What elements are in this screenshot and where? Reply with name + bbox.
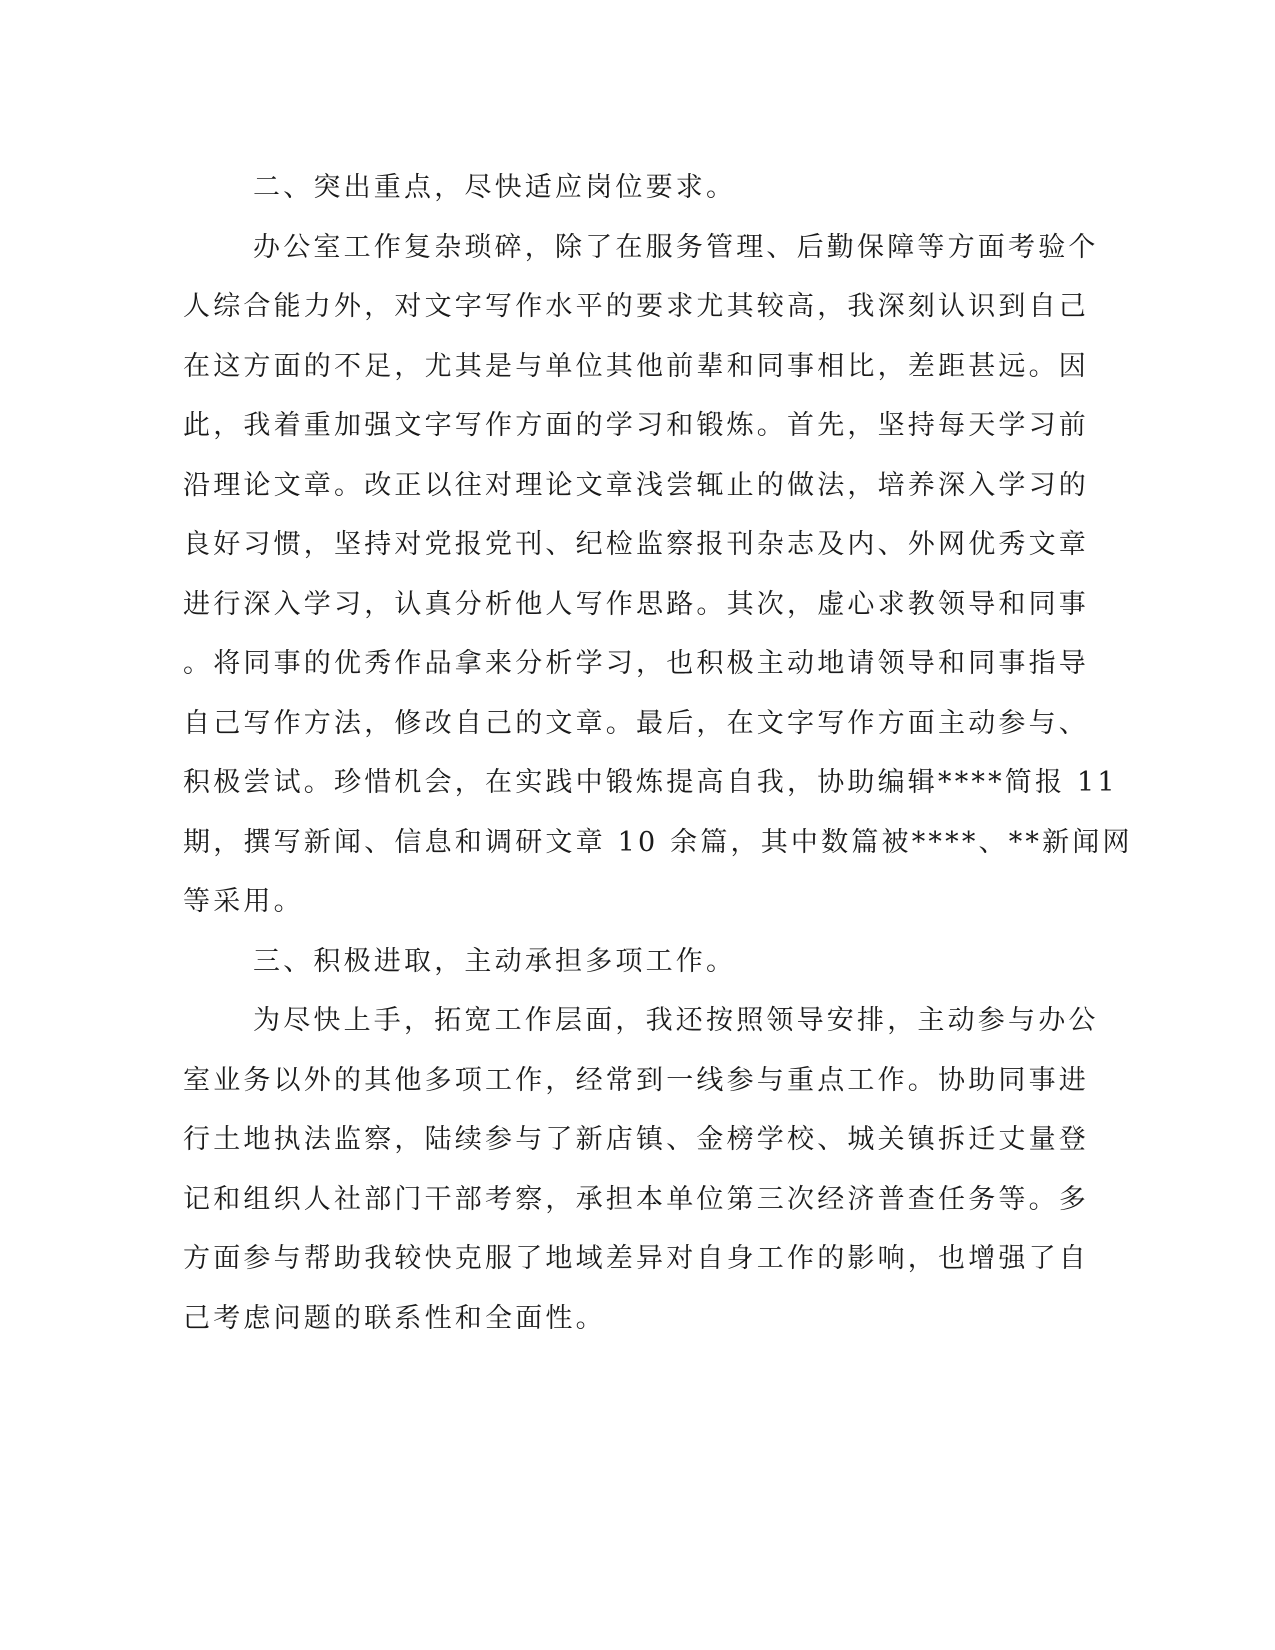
paragraph-line: 积极尝试。珍惜机会，在实践中锻炼提高自我，协助编辑****简报 11 [183,767,1118,798]
paragraph-line: 方面参与帮助我较快克服了地域差异对自身工作的影响，也增强了自 [183,1243,1089,1274]
paragraph-line: 为尽快上手，拓宽工作层面，我还按照领导安排，主动参与办公 [253,1005,1099,1036]
paragraph-line: 期，撰写新闻、信息和调研文章 10 余篇，其中数篇被****、**新闻网 [183,826,1133,858]
paragraph-line: 在这方面的不足，尤其是与单位其他前辈和同事相比，差距甚远。因 [183,350,1089,382]
paragraph-line: 。将同事的优秀作品拿来分析学习，也积极主动地请领导和同事指导 [183,648,1089,679]
paragraph-line: 室业务以外的其他多项工作，经常到一线参与重点工作。协助同事进 [183,1064,1089,1096]
paragraph-line: 办公室工作复杂琐碎，除了在服务管理、后勤保障等方面考验个 [253,231,1099,263]
paragraph-line: 沿理论文章。改正以往对理论文章浅尝辄止的做法，培养深入学习的 [183,469,1089,501]
paragraph-line: 进行深入学习，认真分析他人写作思路。其次，虚心求教领导和同事 [183,588,1089,620]
paragraph-line: 自己写作方法，修改自己的文章。最后，在文字写作方面主动参与、 [183,707,1089,739]
paragraph-line: 此，我着重加强文字写作方面的学习和锻炼。首先，坚持每天学习前 [183,410,1089,441]
section-heading-2: 二、突出重点，尽快适应岗位要求。 [253,172,737,203]
paragraph-line: 良好习惯，坚持对党报党刊、纪检监察报刊杂志及内、外网优秀文章 [183,529,1089,560]
paragraph-line: 记和组织人社部门干部考察，承担本单位第三次经济普查任务等。多 [183,1183,1089,1215]
paragraph-line: 行土地执法监察，陆续参与了新店镇、金榜学校、城关镇拆迁丈量登 [183,1124,1089,1155]
section-heading-3: 三、积极进取，主动承担多项工作。 [253,945,737,977]
document-body [183,158,1133,1348]
paragraph-line: 人综合能力外，对文字写作水平的要求尤其较高，我深刻认识到自己 [183,291,1089,322]
paragraph-line: 己考虑问题的联系性和全面性。 [183,1302,606,1334]
paragraph-line: 等采用。 [183,886,304,917]
